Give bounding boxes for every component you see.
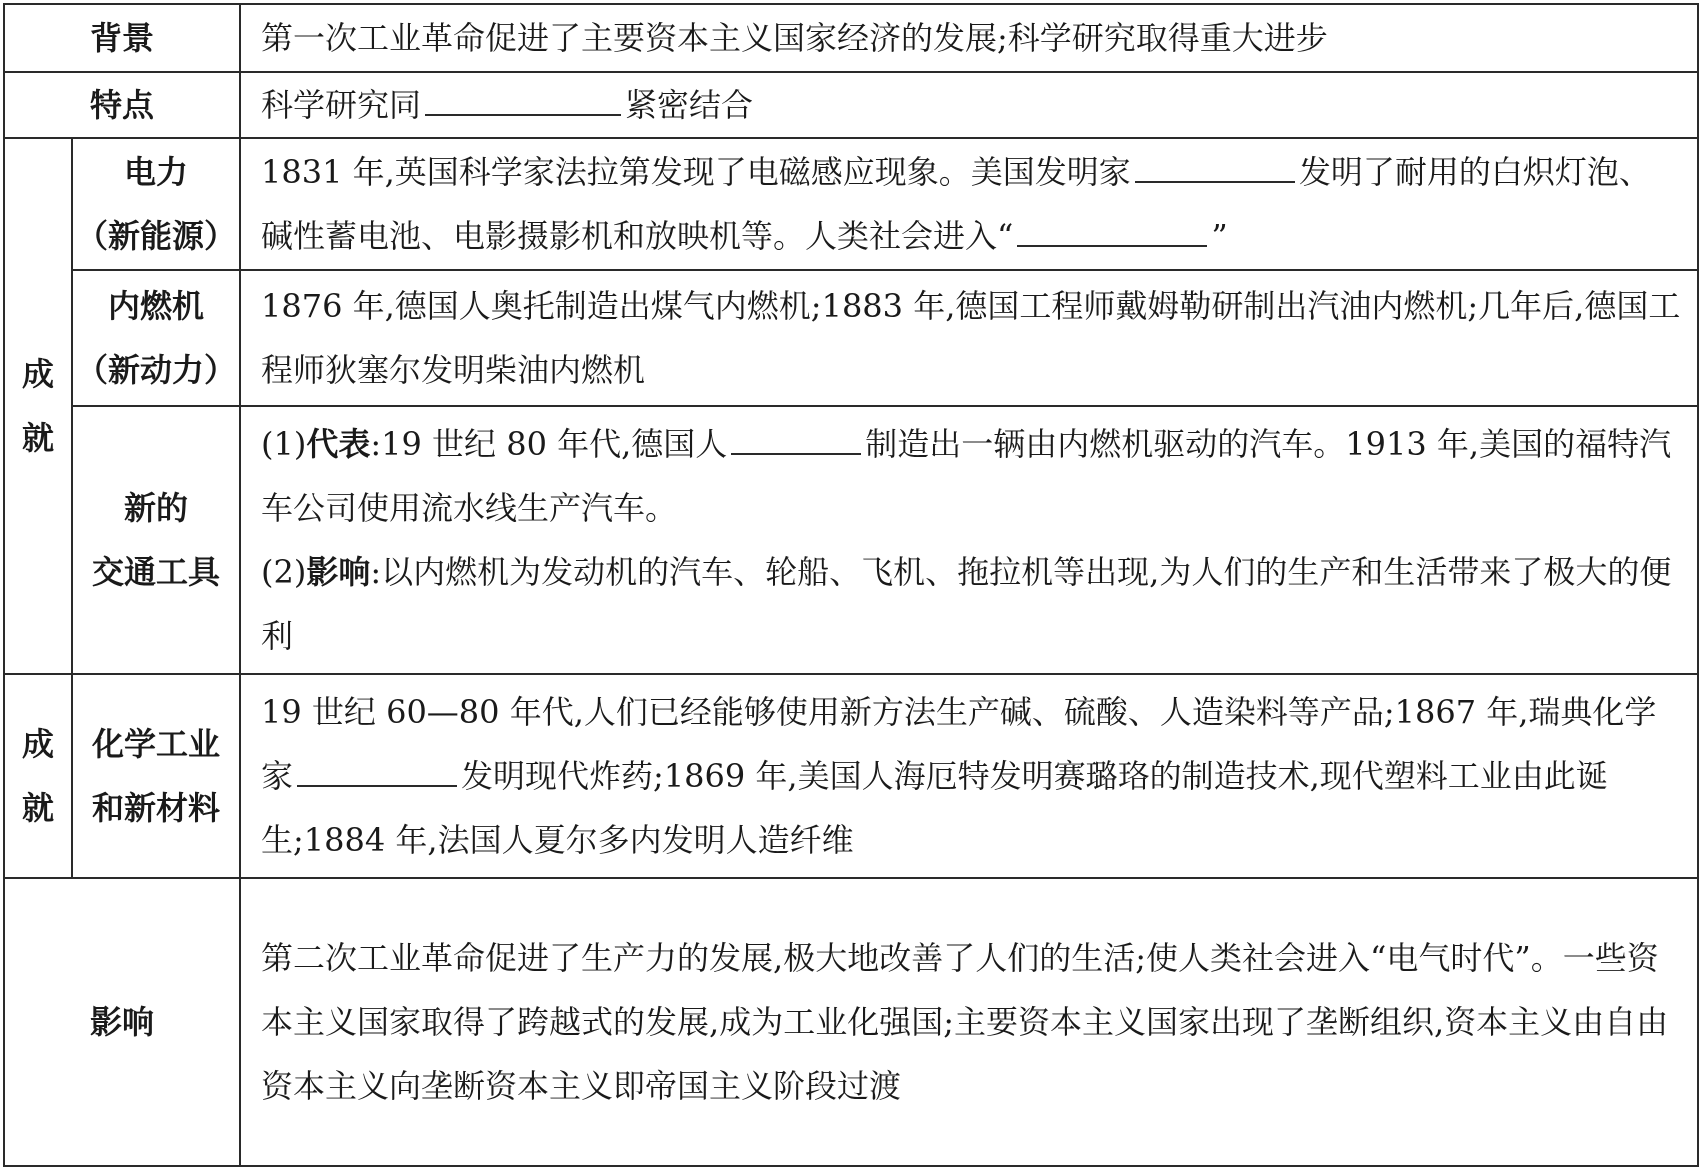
fill-blank-1[interactable] bbox=[425, 84, 621, 116]
engine-label bbox=[72, 270, 240, 406]
row-impact bbox=[4, 878, 1698, 1166]
impact-text: 第二次工业革命促进了生产力的发展,极大地改善了人们的生活;使人类社会进入“电气时代”。一些资本主义国家取得了跨越式的发展,成为工业化强国;主要资本主义国家出现了垄断组织,资本主义由自由资本主义向垄断资本主义即帝国主义阶段过渡 bbox=[240, 878, 1698, 1166]
achievements-2-char-1: 成 bbox=[21, 725, 54, 763]
engine-label-line1: 内燃机 bbox=[108, 287, 205, 325]
row-engine bbox=[4, 270, 1698, 406]
transport-label bbox=[72, 406, 240, 674]
transport-text bbox=[240, 406, 1698, 674]
fill-blank-4[interactable] bbox=[731, 423, 861, 455]
electricity-label-line2: （新能源） bbox=[76, 217, 237, 255]
transport-item-1-bold: 代表 bbox=[306, 425, 371, 463]
electricity-text-b: 发明了耐用的白炽灯泡、碱性蓄电池、电影摄影机和放映机等。人类社会进入“ bbox=[261, 153, 1651, 255]
fill-blank-2[interactable] bbox=[1135, 151, 1295, 183]
row-background bbox=[4, 4, 1698, 72]
electricity-text-c: ” bbox=[1211, 217, 1228, 255]
electricity-label-line1: 电力 bbox=[124, 153, 189, 191]
transport-label-line2: 交通工具 bbox=[92, 553, 221, 591]
transport-item-2 bbox=[261, 540, 1681, 668]
achievements-label-2 bbox=[4, 674, 72, 878]
transport-item-1-text-b: 制造出一辆由内燃机驱动的汽车。1913 年,美国的福特汽车公司使用流水线生产汽车。 bbox=[261, 425, 1672, 527]
transport-item-1-text-a: :19 世纪 80 年代,德国人 bbox=[370, 425, 728, 463]
feature-text-a: 科学研究同 bbox=[261, 86, 422, 124]
background-text: 第一次工业革命促进了主要资本主义国家经济的发展;科学研究取得重大进步 bbox=[240, 4, 1698, 72]
chemistry-text-b: 发明现代炸药;1869 年,美国人海厄特发明赛璐珞的制造技术,现代塑料工业由此诞生;1884 年,法国人夏尔多内发明人造纤维 bbox=[261, 757, 1608, 859]
engine-text: 1876 年,德国人奥托制造出煤气内燃机;1883 年,德国工程师戴姆勒研制出汽油内燃机;几年后,德国工程师狄塞尔发明柴油内燃机 bbox=[240, 270, 1698, 406]
feature-text-b: 紧密结合 bbox=[625, 86, 754, 124]
transport-item-2-prefix: (2) bbox=[261, 553, 307, 591]
impact-label: 影响 bbox=[4, 878, 240, 1166]
feature-label: 特点 bbox=[4, 72, 240, 138]
achievements-label bbox=[4, 138, 72, 674]
chemistry-label bbox=[72, 674, 240, 878]
transport-item-2-bold: 影响 bbox=[306, 553, 371, 591]
fill-blank-3[interactable] bbox=[1017, 215, 1207, 247]
engine-label-line2: （新动力） bbox=[76, 351, 237, 389]
chemistry-label-line1: 化学工业 bbox=[92, 725, 221, 763]
transport-item-1 bbox=[261, 412, 1681, 540]
summary-table bbox=[3, 3, 1699, 1167]
electricity-text-a: 1831 年,英国科学家法拉第发现了电磁感应现象。美国发明家 bbox=[261, 153, 1131, 191]
transport-item-2-text: :以内燃机为发动机的汽车、轮船、飞机、拖拉机等出现,为人们的生产和生活带来了极大的便利 bbox=[261, 553, 1672, 655]
row-transport bbox=[4, 406, 1698, 674]
chemistry-text bbox=[240, 674, 1698, 878]
row-electricity bbox=[4, 138, 1698, 270]
achievements-char-1: 成 bbox=[21, 355, 54, 393]
chemistry-label-line2: 和新材料 bbox=[92, 789, 221, 827]
row-chemistry bbox=[4, 674, 1698, 878]
feature-text bbox=[240, 72, 1698, 138]
achievements-char-2: 就 bbox=[21, 419, 54, 457]
achievements-2-char-2: 就 bbox=[21, 789, 54, 827]
transport-item-1-prefix: (1) bbox=[261, 425, 307, 463]
chemistry-text-a: 19 世纪 60—80 年代,人们已经能够使用新方法生产碱、硫酸、人造染料等产品;1867 年,瑞典化学家 bbox=[261, 693, 1657, 795]
background-label: 背景 bbox=[4, 4, 240, 72]
electricity-label bbox=[72, 138, 240, 270]
row-feature bbox=[4, 72, 1698, 138]
electricity-text bbox=[240, 138, 1698, 270]
fill-blank-5[interactable] bbox=[297, 755, 457, 787]
transport-label-line1: 新的 bbox=[124, 489, 189, 527]
